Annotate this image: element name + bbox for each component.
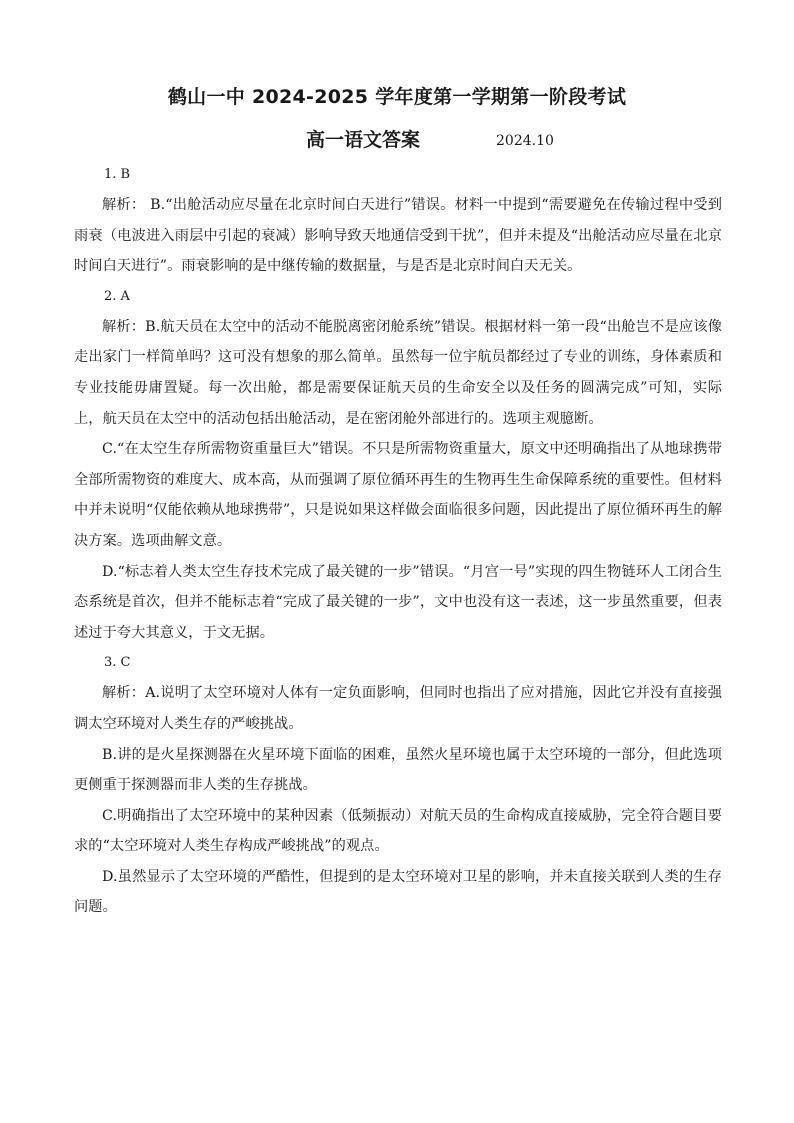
exam-date: 2024.10 (496, 133, 554, 149)
explanation-paragraph: C.明确指出了太空环境中的某种因素（低频振动）对航天员的生命构成直接威胁，完全符合题目要求的“太空环境对人类生存构成严峻挑战”的观点。 (74, 807, 722, 855)
explanation-paragraph: 解析：B.航天员在太空中的活动不能脱离密闭舱系统”错误。根据材料一第一段“出舱岂不是应该像走出家门一样简单吗？这可没有想象的那么简单。虽然每一位宇航员都经过了专业的训练，身体素质和专业技能毋庸置疑。每一次出舱，都是需要保证航天员的生命安全以及任务的圆满完成”可知，实际上，航天员在太空中的活动包括出舱活动，是在密闭舱外部进行的。选项主观臆断。 (74, 318, 722, 427)
exam-title: 鹤山一中 2024-2025 学年度第一学期第一阶段考试 (167, 86, 627, 108)
explanation-paragraph: D.“标志着人类太空生存技术完成了最关键的一步”错误。“月宫一号”实现的四生物链环人工闭合生态系统是首次，但并不能标志着“完成了最关键的一步”，文中也没有这一表述，这一步虽然重要，但表述过于夸大其意义，于文无据。 (74, 563, 722, 641)
question-number: 2. A (104, 288, 130, 304)
question-number: 1. B (104, 167, 131, 182)
answer-key-subtitle: 高一语文答案 (306, 129, 421, 151)
answer-body (74, 160, 722, 923)
subtitle-row (0, 128, 794, 154)
explanation-paragraph: 解析：A.说明了太空环境对人体有一定负面影响，但同时也指出了应对措施，因此它并没有直接强调太空环境对人类生存的严峻挑战。 (74, 685, 722, 732)
question-number: 3. C (104, 655, 131, 671)
explanation-paragraph: B.讲的是火星探测器在火星环境下面临的困难，虽然火星环境也属于太空环境的一部分，但此选项更侧重于探测器而非人类的生存挑战。 (74, 746, 722, 794)
explanation-paragraph: C.“在太空生存所需物资重量巨大”错误。不只是所需物资重量大，原文中还明确指出了从地球携带全部所需物资的难度大、成本高，从而强调了原位循环再生的生物再生生命保障系统的重要性。但材料中并未说明“仅能依赖从地球携带”，只是说如果这样做会面临很多问题，因此提出了原位循环再生的解决方案。选项曲解文意。 (74, 441, 722, 549)
explanation-paragraph: 解析： B.“出舱活动应尽量在北京时间白天进行”错误。材料一中提到“需要避免在传输过程中受到雨衰（电波进入雨层中引起的衰减）影响导致天地通信受到干扰”，但并未提及“出舱活动应尽量在北京时间白天进行”。雨衰影响的是中继传输的数据量，与是否是北京时间白天无关。 (74, 197, 722, 275)
explanation-paragraph: D.虽然显示了太空环境的严酷性，但提到的是太空环境对卫星的影响，并未直接关联到人类的生存问题。 (74, 868, 722, 916)
